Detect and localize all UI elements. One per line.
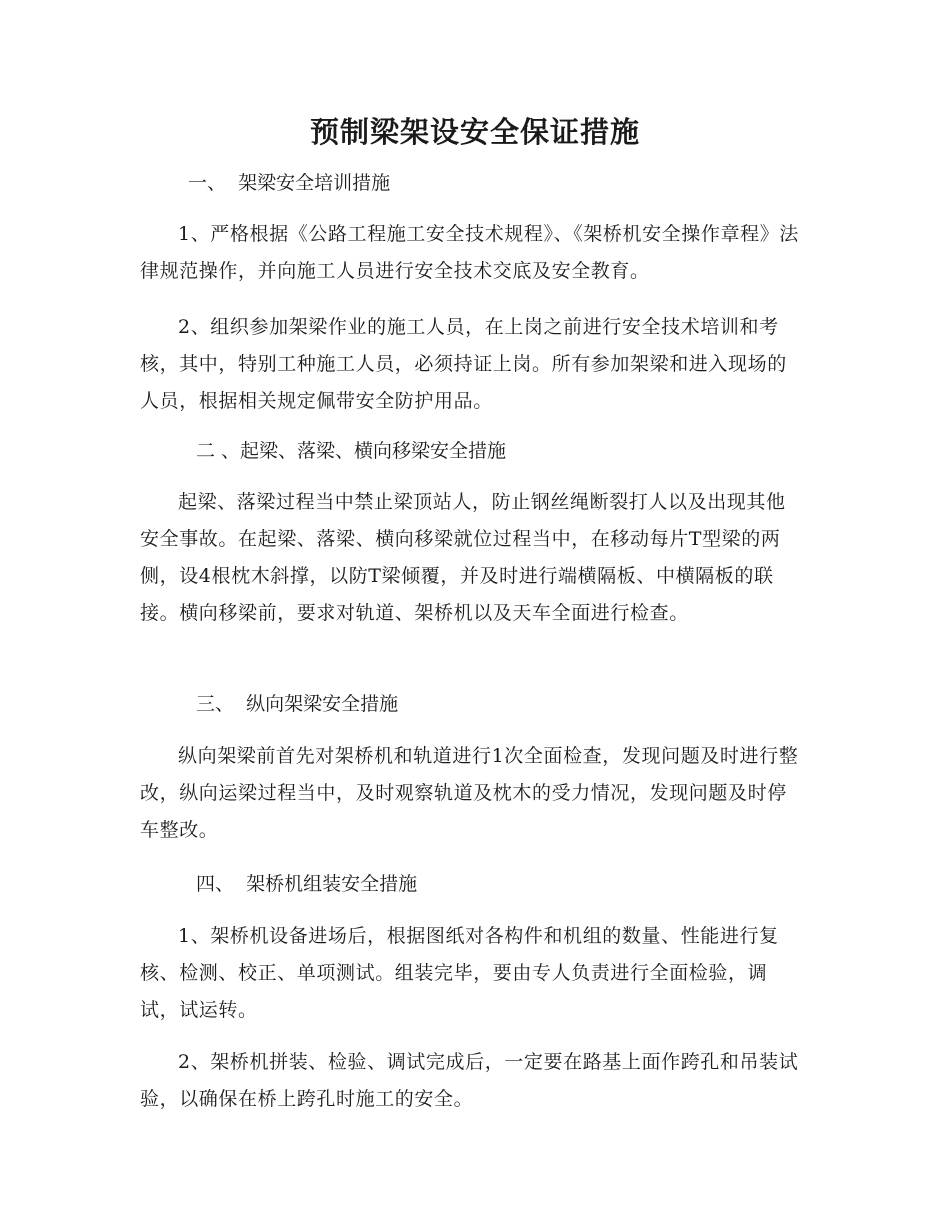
section-heading-4: 四、 架桥机组装安全措施 — [196, 873, 418, 895]
section-heading-2: 二 、起梁、落梁、横向移梁安全措施 — [196, 440, 507, 462]
paragraph: 2、组织参加架梁作业的施工人员，在上岗之前进行安全技术培训和考核，其中，特别工种施工人员，必须持证上岗。所有参加架梁和进入现场的人员，根据相关规定佩带安全防护用品。 — [140, 316, 787, 412]
paragraph: 纵向架梁前首先对架桥机和轨道进行1次全面检查，发现问题及时进行整改，纵向运梁过程当中，及时观察轨道及枕木的受力情况，发现问题及时停车整改。 — [140, 745, 799, 841]
section-heading-1: 一、 架梁安全培训措施 — [188, 172, 391, 194]
paragraph: 1、严格根据《公路工程施工安全技术规程》、《架桥机安全操作章程》法律规范操作，并向施工人员进行安全技术交底及安全教育。 — [140, 223, 799, 282]
paragraph: 1、架桥机设备进场后，根据图纸对各构件和机组的数量、性能进行复核、检测、校正、单项测试。组装完毕，要由专人负责进行全面检验，调试，试运转。 — [140, 925, 779, 1021]
document-title: 预制梁架设安全保证措施 — [309, 115, 640, 149]
paragraph: 2、架桥机拼装、检验、调试完成后，一定要在路基上面作跨孔和吊装试验，以确保在桥上跨孔时施工的安全。 — [140, 1051, 799, 1110]
section-heading-3: 三、 纵向架梁安全措施 — [196, 693, 399, 715]
paragraph: 起梁、落梁过程当中禁止梁顶站人，防止钢丝绳断裂打人以及出现其他安全事故。在起梁、落梁、横向移梁就位过程当中，在移动每片T型梁的两侧，设4根枕木斜撑，以防T梁倾覆，并及时进行端横隔板、中横隔板的联接。横向移梁前，要求对轨道、架桥机以及天车全面进行检查。 — [140, 491, 786, 624]
